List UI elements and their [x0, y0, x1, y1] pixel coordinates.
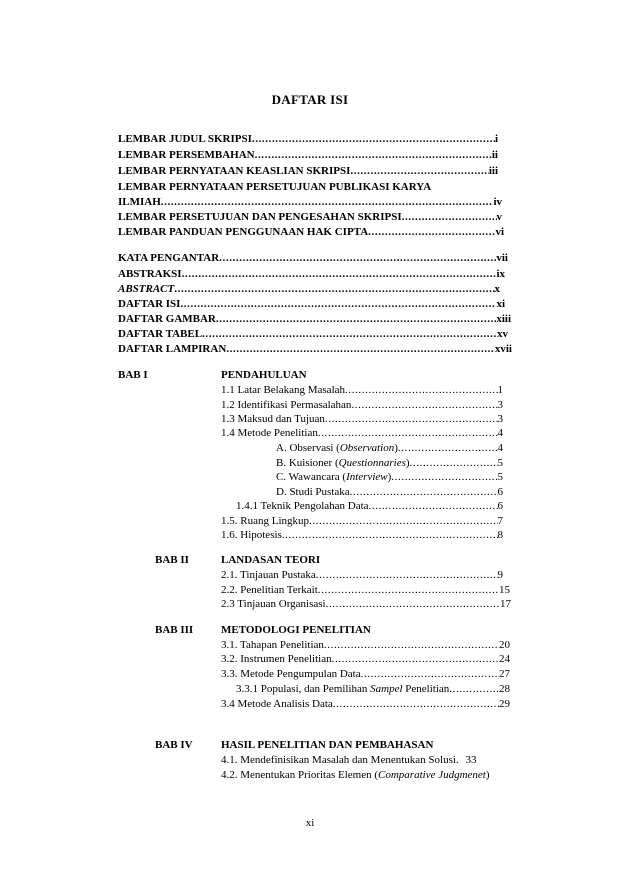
toc-entry	[221, 768, 490, 782]
toc-entry-label: DAFTAR TABEL	[118, 328, 203, 340]
leader-dots	[333, 697, 499, 711]
toc-entry	[221, 514, 503, 528]
toc-entry-label: LEMBAR PERSEMBAHAN	[118, 149, 255, 161]
toc-entry-label: 4.1. Mendefinisikan Masalah dan Menentukan Solusi.	[221, 754, 459, 766]
toc-entry	[221, 383, 503, 397]
toc-entry-page: 20	[499, 639, 510, 651]
leader-dots	[219, 251, 496, 265]
toc-entry-page: 6	[497, 500, 503, 512]
toc-entry-label: 1.2 Identifikasi Permasalahan	[221, 399, 352, 411]
toc-entry	[276, 485, 503, 499]
toc-entry-page: v	[496, 211, 502, 223]
toc-entry	[221, 597, 511, 611]
toc-entry-page: 7	[497, 515, 503, 527]
leader-dots	[309, 514, 498, 528]
leader-dots	[318, 583, 499, 597]
toc-entry-label: LEMBAR PERSETUJUAN DAN PENGESAHAN SKRIPSI	[118, 211, 402, 223]
toc-entry-label: DAFTAR ISI	[118, 298, 181, 310]
leader-dots	[182, 267, 497, 281]
toc-entry-page: 5	[497, 471, 503, 483]
toc-entry	[118, 312, 511, 326]
leader-dots	[391, 470, 497, 484]
toc-entry-page: 4	[497, 442, 503, 454]
leader-dots	[282, 528, 498, 542]
leader-dots	[316, 568, 498, 582]
toc-entry	[118, 148, 498, 162]
toc-entry	[276, 456, 503, 470]
toc-entry-label: B. Kuisioner (Questionnaries)	[276, 457, 410, 469]
toc-entry-page: 33	[465, 754, 477, 766]
toc-entry-page: xiii	[496, 313, 511, 325]
leader-dots	[216, 312, 496, 326]
toc-entry-label: 1.6. Hipotesis	[221, 529, 282, 541]
leader-dots	[345, 383, 497, 397]
toc-entry-label: 3.3.1 Populasi, dan Pemilihan Sampel Penelitian	[236, 683, 450, 695]
leader-dots	[324, 638, 499, 652]
toc-entry	[118, 225, 504, 239]
leader-dots	[350, 485, 498, 499]
toc-entry	[221, 426, 503, 440]
chapter-title: PENDAHULUAN	[221, 369, 307, 381]
toc-entry-page: 28	[499, 683, 510, 695]
toc-entry-label: 1.1 Latar Belakang Masalah	[221, 384, 346, 396]
leader-dots	[449, 682, 499, 696]
toc-entry-page: xvii	[494, 343, 512, 355]
toc-entry-page: 9	[497, 569, 503, 581]
page-number: xi	[305, 817, 315, 829]
leader-dots	[326, 597, 500, 611]
toc-entry-label: 2.3 Tinjauan Organisasi	[221, 598, 326, 610]
toc-entry-page: 3	[497, 399, 503, 411]
toc-entry-page: 24	[499, 653, 510, 665]
toc-entry-page: 3	[497, 413, 503, 425]
chapter-label: BAB II	[155, 554, 189, 566]
chapter-title: HASIL PENELITIAN DAN PEMBAHASAN	[221, 739, 434, 751]
toc-entry	[276, 441, 503, 455]
toc-entry-page: iii	[488, 165, 498, 177]
toc-entry	[118, 267, 505, 281]
toc-entry	[118, 251, 508, 265]
leader-dots	[174, 282, 494, 296]
page-title: DAFTAR ISI	[271, 92, 349, 107]
toc-entry-page: 6	[497, 486, 503, 498]
toc-entry-label: 1.4.1 Teknik Pengolahan Data	[236, 500, 369, 512]
toc-entry	[118, 327, 508, 341]
toc-entry-label: 2.2. Penelitian Terkait	[221, 584, 318, 596]
toc-entry	[221, 398, 503, 412]
chapter-title: METODOLOGI PENELITIAN	[221, 624, 371, 636]
leader-dots	[318, 426, 498, 440]
toc-entry-page: 8	[497, 529, 503, 541]
toc-entry	[118, 195, 502, 209]
toc-entry-label: 3.2. Instrumen Penelitian	[221, 653, 332, 665]
toc-entry-label: ILMIAH	[118, 196, 161, 208]
leader-dots	[368, 225, 495, 239]
leader-dots	[402, 210, 497, 224]
toc-entry-label: DAFTAR GAMBAR	[118, 313, 216, 325]
toc-entry-label: ABSTRACT	[118, 283, 175, 295]
toc-entry	[276, 470, 503, 484]
toc-entry-page: 15	[499, 584, 510, 596]
toc-entry-page: 17	[500, 598, 511, 610]
leader-dots	[325, 412, 498, 426]
toc-entry	[221, 697, 510, 711]
toc-entry-label: LEMBAR PERNYATAAN KEASLIAN SKRIPSI	[118, 165, 351, 177]
toc-entry-label: 1.3 Maksud dan Tujuan	[221, 413, 325, 425]
toc-entry-page: iv	[493, 196, 502, 208]
leader-dots	[252, 132, 495, 146]
toc-entry-page: 29	[499, 698, 510, 710]
leader-dots	[332, 652, 499, 666]
toc-entry-label: 3.4 Metode Analisis Data	[221, 698, 333, 710]
toc-entry	[221, 667, 510, 681]
toc-entry-page: 1	[497, 384, 503, 396]
toc-entry	[221, 583, 510, 597]
toc-entry-label: LEMBAR JUDUL SKRIPSI	[118, 133, 252, 145]
chapter-label: BAB IV	[155, 739, 193, 751]
toc-entry-page: 5	[497, 457, 503, 469]
toc-entry	[221, 528, 503, 542]
toc-entry-label: LEMBAR PANDUAN PENGGUNAAN HAK CIPTA	[118, 226, 369, 238]
leader-dots	[161, 195, 494, 209]
toc-entry-label: 4.2. Menentukan Prioritas Elemen (Comparative Judgmenet)	[221, 769, 490, 781]
toc-entry-label: LEMBAR PERNYATAAN PERSETUJUAN PUBLIKASI KARYA	[118, 181, 432, 193]
toc-entry-label: 2.1. Tinjauan Pustaka	[221, 569, 316, 581]
leader-dots	[180, 297, 496, 311]
toc-entry	[221, 638, 510, 652]
leader-dots	[202, 327, 497, 341]
toc-entry	[118, 342, 512, 356]
leader-dots	[369, 499, 498, 513]
toc-entry	[118, 297, 505, 311]
toc-entry-page: ix	[496, 268, 505, 280]
toc-entry-page: vi	[495, 226, 504, 238]
toc-entry-label: 1.4 Metode Penelitian	[221, 427, 318, 439]
leader-dots	[351, 398, 497, 412]
toc-entry-label: A. Observasi (Observation)	[276, 442, 398, 454]
toc-entry	[118, 164, 498, 178]
leader-dots	[361, 667, 499, 681]
toc-entry-page: 27	[499, 668, 510, 680]
toc-entry-label: ABSTRAKSI	[118, 268, 182, 280]
toc-entry	[236, 499, 503, 513]
chapter-label: BAB III	[155, 624, 194, 636]
toc-entry	[118, 132, 498, 146]
toc-entry-label: 3.3. Metode Pengumpulan Data	[221, 668, 361, 680]
leader-dots	[398, 441, 498, 455]
chapter-label: BAB I	[118, 369, 148, 381]
toc-entry-label: KATA PENGANTAR	[118, 252, 220, 264]
toc-entry	[236, 682, 510, 696]
leader-dots	[226, 342, 495, 356]
toc-entry	[221, 568, 503, 582]
toc-entry	[118, 282, 500, 296]
leader-dots	[410, 456, 498, 470]
toc-entry-page: i	[494, 133, 498, 145]
toc-entry-label: 1.5. Ruang Lingkup	[221, 515, 309, 527]
toc-entry-label: DAFTAR LAMPIRAN	[118, 343, 227, 355]
toc-entry-page: x	[494, 283, 500, 295]
toc-entry	[118, 210, 502, 224]
leader-dots	[255, 148, 492, 162]
toc-entry	[221, 652, 510, 666]
leader-dots	[350, 164, 488, 178]
toc-entry-page: xv	[497, 328, 508, 340]
toc-entry-label: D. Studi Pustaka	[276, 486, 350, 498]
toc-entry-label: 3.1. Tahapan Penelitian	[221, 639, 324, 651]
toc-entry-label: C. Wawancara (Interview)	[276, 471, 392, 483]
chapter-title: LANDASAN TEORI	[221, 554, 321, 566]
toc-entry-page: xi	[496, 298, 505, 310]
toc-entry	[221, 753, 476, 767]
toc-entry-page: ii	[491, 149, 498, 161]
toc-entry	[221, 412, 503, 426]
toc-entry-page: 4	[497, 427, 503, 439]
toc-entry-page: vii	[496, 252, 508, 264]
